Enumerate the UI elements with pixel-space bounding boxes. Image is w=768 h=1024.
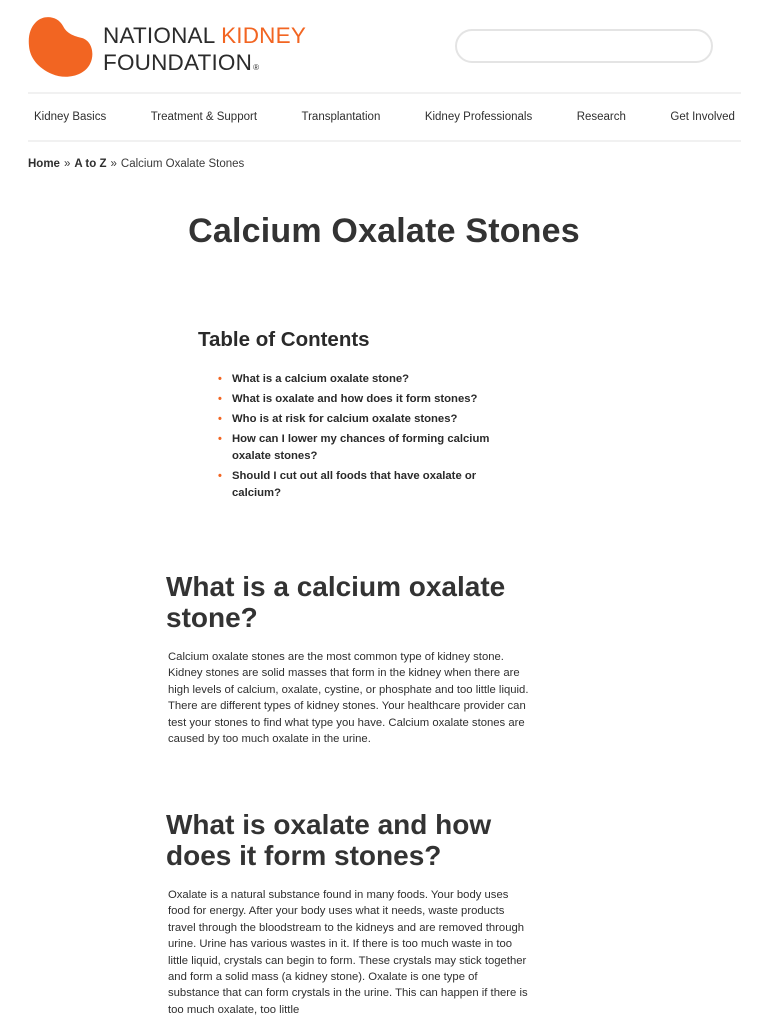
nav-research[interactable]: Research: [576, 111, 626, 123]
breadcrumb-current: Calcium Oxalate Stones: [120, 158, 245, 170]
section-heading-what-is-stone: What is a calcium oxalate stone?: [166, 571, 506, 633]
bullet-icon: •: [218, 393, 222, 405]
toc-item: [214, 371, 514, 388]
logo-word-national: NATIONAL: [103, 23, 215, 48]
toc-link-what-is-stone[interactable]: What is a calcium oxalate stone?: [232, 373, 410, 385]
breadcrumb-home[interactable]: Home: [28, 158, 60, 170]
breadcrumb: [28, 158, 244, 170]
toc-title: Table of Contents: [198, 328, 370, 351]
nav-treatment-support[interactable]: Treatment & Support: [150, 111, 258, 123]
section-body-what-is-oxalate: Oxalate is a natural substance found in many foods. Your body uses food for energy. After your body uses what it needs, waste products travel through the bloodstream to the kidneys and are removed through urine. Urine has various wastes in it. If there is too much waste in too little liquid, crystals can begin to form. These crystals may stick together and form a solid mass (a kidney stone). Oxalate is one type of substance that can form crystals in the urine. This can happen if there is too much oxalate, too little: [168, 889, 528, 1016]
toc-item: [214, 431, 514, 465]
breadcrumb-separator: »: [63, 158, 71, 170]
logo-text-line1: [103, 23, 306, 49]
site-header: [0, 0, 768, 95]
bullet-icon: •: [218, 470, 222, 482]
logo-word-kidney: KIDNEY: [221, 23, 307, 48]
page-title: Calcium Oxalate Stones: [188, 212, 580, 250]
bullet-icon: •: [218, 373, 222, 385]
toc-item: [214, 468, 514, 502]
nav-kidney-professionals[interactable]: Kidney Professionals: [424, 111, 533, 123]
logo-word-foundation: FOUNDATION: [103, 50, 253, 75]
breadcrumb-a-to-z[interactable]: A to Z: [74, 158, 107, 170]
registered-mark: ®: [253, 63, 260, 72]
site-logo[interactable]: [28, 16, 318, 80]
section-heading-what-is-oxalate: What is oxalate and how does it form stones?: [166, 809, 492, 871]
logo-text-line2: [103, 50, 259, 76]
search-input[interactable]: [455, 29, 713, 63]
bullet-icon: •: [218, 413, 222, 425]
nav-kidney-basics[interactable]: Kidney Basics: [34, 111, 107, 123]
toc-link-cut-out-foods[interactable]: Should I cut out all foods that have oxalate or calcium?: [232, 470, 477, 499]
main-nav: [28, 92, 741, 142]
toc-link-what-is-oxalate[interactable]: What is oxalate and how does it form stones?: [232, 393, 478, 405]
toc-link-lower-chances[interactable]: How can I lower my chances of forming calcium oxalate stones?: [232, 433, 490, 462]
toc-link-who-is-at-risk[interactable]: Who is at risk for calcium oxalate stones?: [232, 413, 458, 425]
nav-get-involved[interactable]: Get Involved: [670, 111, 735, 123]
kidney-logo-icon: [28, 16, 94, 78]
bullet-icon: •: [218, 433, 222, 445]
toc-item: [214, 391, 514, 408]
section-body-what-is-stone: Calcium oxalate stones are the most common type of kidney stone. Kidney stones are solid masses that form in the kidney when there are high levels of calcium, oxalate, cystine, or phosphate and too little liquid. There are different types of kidney stones. Your healthcare provider can test your stones to find what type you have. Calcium oxalate stones are caused by too much oxalate in the urine.: [168, 651, 529, 746]
toc-item: [214, 411, 514, 428]
breadcrumb-separator: »: [110, 158, 117, 170]
nav-transplantation[interactable]: Transplantation: [301, 111, 381, 123]
table-of-contents: [214, 371, 514, 505]
